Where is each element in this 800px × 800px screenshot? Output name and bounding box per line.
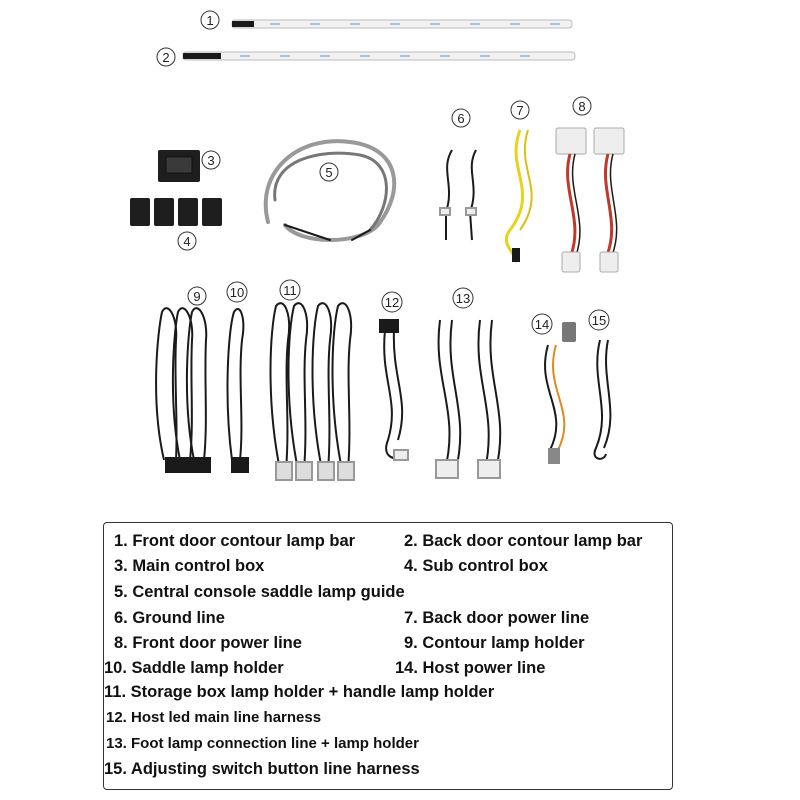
sub-control-boxes xyxy=(130,198,222,226)
back-door-power-line xyxy=(506,130,531,262)
parts-legend xyxy=(103,522,673,790)
svg-text:5: 5 xyxy=(325,165,333,180)
svg-text:4: 4 xyxy=(183,234,191,249)
callout-12 xyxy=(382,292,402,312)
callout-2 xyxy=(157,48,175,66)
legend-item-13: 13. Foot lamp connection line + lamp holder xyxy=(106,735,419,752)
svg-text:9: 9 xyxy=(193,289,201,304)
svg-text:8: 8 xyxy=(578,99,586,114)
svg-text:6: 6 xyxy=(457,111,465,126)
saddle-lamp-guide xyxy=(266,141,394,240)
callout-11 xyxy=(280,280,300,300)
callout-8 xyxy=(573,97,591,115)
legend-item-1: 1. Front door contour lamp bar xyxy=(114,532,356,550)
callout-13 xyxy=(453,288,473,308)
host-power-line xyxy=(545,322,576,464)
foot-lamp-connection-lines xyxy=(436,320,500,478)
callout-1 xyxy=(201,11,219,29)
legend-item-3: 3. Main control box xyxy=(114,557,265,575)
svg-text:2: 2 xyxy=(162,50,170,65)
callout-7 xyxy=(511,101,529,119)
callout-14 xyxy=(532,314,552,334)
legend-item-9: 9. Contour lamp holder xyxy=(404,634,585,652)
front-door-lamp-bar xyxy=(232,20,572,28)
switch-button-harness xyxy=(595,340,611,459)
svg-text:1: 1 xyxy=(206,13,214,28)
ground-lines xyxy=(440,150,476,240)
legend-item-15: 15. Adjusting switch button line harness xyxy=(104,760,420,778)
callout-10 xyxy=(227,282,247,302)
svg-text:15: 15 xyxy=(591,313,607,328)
storage-box-lamp-holders xyxy=(271,303,355,480)
saddle-lamp-holder xyxy=(228,309,248,472)
legend-item-5: 5. Central console saddle lamp guide xyxy=(114,583,405,601)
legend-item-10: 10. Saddle lamp holder xyxy=(104,659,284,677)
svg-text:13: 13 xyxy=(455,291,471,306)
legend-item-11: 11. Storage box lamp holder + handle lamp holder xyxy=(104,683,495,701)
host-main-line-harness xyxy=(380,320,408,460)
legend-item-12: 12. Host led main line harness xyxy=(106,709,322,726)
callout-3 xyxy=(202,151,220,169)
callout-5 xyxy=(320,163,338,181)
legend-item-2: 2. Back door contour lamp bar xyxy=(404,532,643,550)
legend-item-6: 6. Ground line xyxy=(114,609,225,627)
callout-15 xyxy=(589,310,609,330)
callout-4 xyxy=(178,232,196,250)
back-door-lamp-bar xyxy=(183,52,575,60)
callout-9 xyxy=(188,287,206,305)
legend-item-14: 14. Host power line xyxy=(395,659,546,677)
legend-item-4: 4. Sub control box xyxy=(404,557,548,575)
svg-text:14: 14 xyxy=(534,317,550,332)
legend-item-7: 7. Back door power line xyxy=(404,609,590,627)
svg-text:12: 12 xyxy=(384,295,400,310)
main-control-box xyxy=(158,150,200,182)
front-door-power-lines xyxy=(556,128,624,272)
legend-item-8: 8. Front door power line xyxy=(114,634,302,652)
svg-text:7: 7 xyxy=(516,103,524,118)
svg-text:11: 11 xyxy=(283,283,297,298)
callout-6 xyxy=(452,109,470,127)
contour-lamp-holders xyxy=(156,308,210,472)
svg-text:3: 3 xyxy=(207,153,215,168)
svg-text:10: 10 xyxy=(229,285,245,300)
